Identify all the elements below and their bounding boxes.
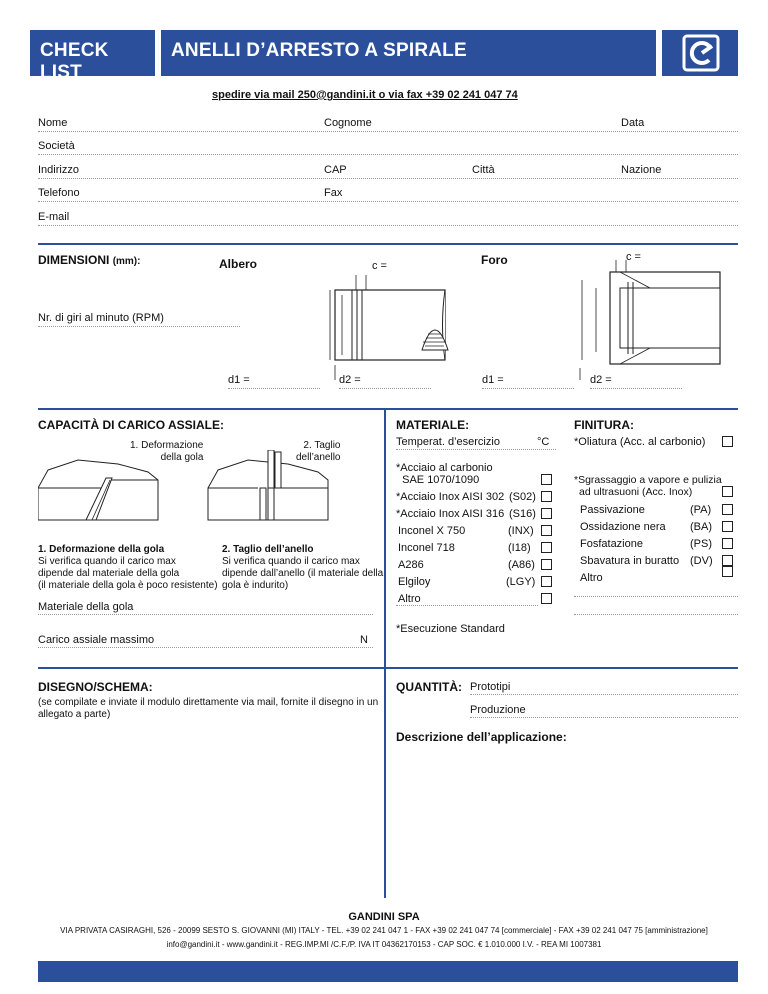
oliatura-label: *Oliatura (Acc. al carbonio): [574, 436, 706, 448]
mat-code-5: (A86): [508, 559, 535, 571]
quantita-title: QUANTITÀ:: [396, 680, 462, 694]
mat-code-3: (INX): [508, 525, 534, 537]
mat-checkbox-7[interactable]: [541, 593, 552, 604]
c-label-foro: c =: [626, 251, 641, 263]
fin-item-2: Fosfatazione: [580, 538, 643, 550]
fin-code-0: (PA): [690, 504, 712, 516]
indirizzo-label: Indirizzo: [38, 164, 79, 176]
d2-foro-line[interactable]: [590, 388, 682, 389]
mat-checkbox-1[interactable]: [541, 491, 552, 502]
mat-code-6: (LGY): [506, 576, 536, 588]
temperat-line[interactable]: [396, 449, 556, 450]
fin-item-0: Passivazione: [580, 504, 645, 516]
c-label-albero: c =: [372, 260, 387, 272]
rpm-label: Nr. di giri al minuto (RPM): [38, 312, 164, 324]
sgrassaggio-checkbox[interactable]: [722, 486, 733, 497]
mat-item-2: *Acciaio Inox AISI 316: [396, 508, 505, 520]
mat-item-4: Inconel 718: [398, 542, 455, 554]
dimensioni-title: DIMENSIONI (mm):: [38, 253, 141, 267]
disegno-note: (se compilate e inviate il modulo direttamente via mail, fornite il disegno in un allegato a parte): [38, 697, 379, 720]
fin-altro-line-1[interactable]: [574, 596, 738, 597]
divider-disegno: [38, 667, 738, 669]
prototipi-line[interactable]: [470, 694, 738, 695]
d2-albero-line[interactable]: [339, 388, 431, 389]
oliatura-checkbox[interactable]: [722, 436, 733, 447]
mat-checkbox-4[interactable]: [541, 542, 552, 553]
vertical-divider: [384, 408, 386, 898]
data-label: Data: [621, 117, 645, 129]
esecuzione-note: *Esecuzione Standard: [396, 623, 505, 635]
mat-code-2: (S16): [509, 508, 536, 520]
temperat-label: Temperat. d’esercizio: [396, 436, 500, 448]
fax-label: Fax: [324, 187, 343, 199]
mat-item-0: *Acciaio al carbonio SAE 1070/1090: [396, 462, 493, 486]
fin-item-4: Altro: [580, 572, 603, 584]
carico-max-line[interactable]: [38, 647, 373, 648]
capacita-title: CAPACITÀ DI CARICO ASSIALE:: [38, 418, 224, 432]
d1-albero-line[interactable]: [228, 388, 320, 389]
fin-code-2: (PS): [690, 538, 712, 550]
mat-item-6: Elgiloy: [398, 576, 431, 588]
send-info: spedire via mail 250@gandini.it o via fax +39 02 241 047 74: [212, 89, 518, 101]
mat-item-1: *Acciaio Inox AISI 302: [396, 491, 505, 503]
footer-address: VIA PRIVATA CASIRAGHI, 526 - 20099 SESTO S. GIOVANNI (MI) ITALY - TEL. +39 02 241 047 1 - FAX +39 02 241 047 74 [commerciale] - FAX +39 02 241 047 75 [amministrazione]: [60, 926, 708, 935]
materiale-gola-label: Materiale della gola: [38, 601, 134, 613]
fin-checkbox-1[interactable]: [722, 521, 733, 532]
mat-code-4: (I18): [508, 542, 531, 554]
page-title: ANELLI D’ARRESTO A SPIRALE: [161, 30, 656, 76]
fin-code-1: (BA): [690, 521, 712, 533]
prototipi-label: Prototipi: [470, 681, 511, 693]
d1-foro-line[interactable]: [482, 388, 574, 389]
row-societa-line[interactable]: [38, 154, 738, 155]
divider-capacita: [38, 408, 738, 410]
checklist-title: CHECK LIST: [30, 30, 155, 76]
fin-checkbox-4[interactable]: [722, 566, 733, 577]
row-telefono-line[interactable]: [38, 201, 738, 202]
fin-checkbox-0[interactable]: [722, 504, 733, 515]
albero-label: Albero: [219, 257, 258, 271]
d2-albero-label: d2 =: [339, 374, 361, 386]
fin-item-1: Ossidazione nera: [580, 521, 666, 533]
fin-checkbox-2[interactable]: [722, 538, 733, 549]
divider-dimensioni: [38, 243, 738, 245]
fin-code-3: (DV): [690, 555, 713, 567]
gandini-logo-icon: [662, 30, 738, 76]
desc2: 2. Taglio dell’anello Si verifica quando il carico max dipende dall’anello (il materiale della gola è indurito): [222, 544, 384, 591]
mat-checkbox-2[interactable]: [541, 508, 552, 519]
row-nome-line[interactable]: [38, 131, 738, 132]
rpm-line[interactable]: [38, 326, 240, 327]
sgrassaggio-label: *Sgrassaggio a vapore e pulizia ad ultrasuoni (Acc. Inox): [574, 474, 722, 498]
mat-item-3: Inconel X 750: [398, 525, 466, 537]
descrizione-label: Descrizione dell’applicazione:: [396, 730, 567, 744]
footer-company: GANDINI SPA: [348, 911, 420, 923]
row-email-line[interactable]: [38, 225, 738, 226]
nazione-label: Nazione: [621, 164, 662, 176]
produzione-line[interactable]: [470, 717, 738, 718]
finitura-title: FINITURA:: [574, 418, 634, 432]
mat-checkbox-6[interactable]: [541, 576, 552, 587]
footer-bar: [38, 961, 738, 982]
produzione-label: Produzione: [470, 704, 526, 716]
fin-checkbox-3[interactable]: [722, 555, 733, 566]
d1-foro-label: d1 =: [482, 374, 504, 386]
mat-item-5: A286: [398, 559, 424, 571]
societa-label: Società: [38, 140, 75, 152]
mat-checkbox-0[interactable]: [541, 474, 552, 485]
cognome-label: Cognome: [324, 117, 372, 129]
foro-label: Foro: [481, 253, 508, 267]
fig2-label: 2. Taglio dell’anello: [296, 440, 341, 463]
email-label: E-mail: [38, 211, 70, 223]
materiale-title: MATERIALE:: [396, 418, 470, 432]
citta-label: Città: [472, 164, 495, 176]
mat-checkbox-5[interactable]: [541, 559, 552, 570]
nome-label: Nome: [38, 117, 68, 129]
cap-label: CAP: [324, 164, 347, 176]
fin-altro-line-2[interactable]: [574, 614, 738, 615]
mat-code-1: (S02): [509, 491, 536, 503]
materiale-gola-line[interactable]: [38, 614, 373, 615]
fig1-label: 1. Deformazione della gola: [130, 440, 204, 463]
fin-item-3: Sbavatura in buratto: [580, 555, 680, 567]
carico-max-label: Carico assiale massimo: [38, 634, 155, 646]
mat-item-7: Altro: [398, 593, 421, 605]
d2-foro-label: d2 =: [590, 374, 612, 386]
row-indirizzo-line[interactable]: [38, 178, 738, 179]
temperat-unit: °C: [537, 436, 550, 448]
footer-legal: info@gandini.it - www.gandini.it - REG.IMP.MI /C.F./P. IVA IT 04362170153 - CAP SOC. € 1.010.000 I.V. - REA MI 1007381: [166, 940, 602, 949]
d1-albero-label: d1 =: [228, 374, 250, 386]
desc1: 1. Deformazione della gola Si verifica quando il carico max dipende dal materiale della gola (il materiale della gola è poco resistente): [38, 544, 218, 591]
carico-unit: N: [360, 634, 368, 646]
mat-checkbox-3[interactable]: [541, 525, 552, 536]
mat-altro-line[interactable]: [396, 605, 538, 606]
disegno-title: DISEGNO/SCHEMA:: [38, 680, 153, 694]
telefono-label: Telefono: [38, 187, 80, 199]
